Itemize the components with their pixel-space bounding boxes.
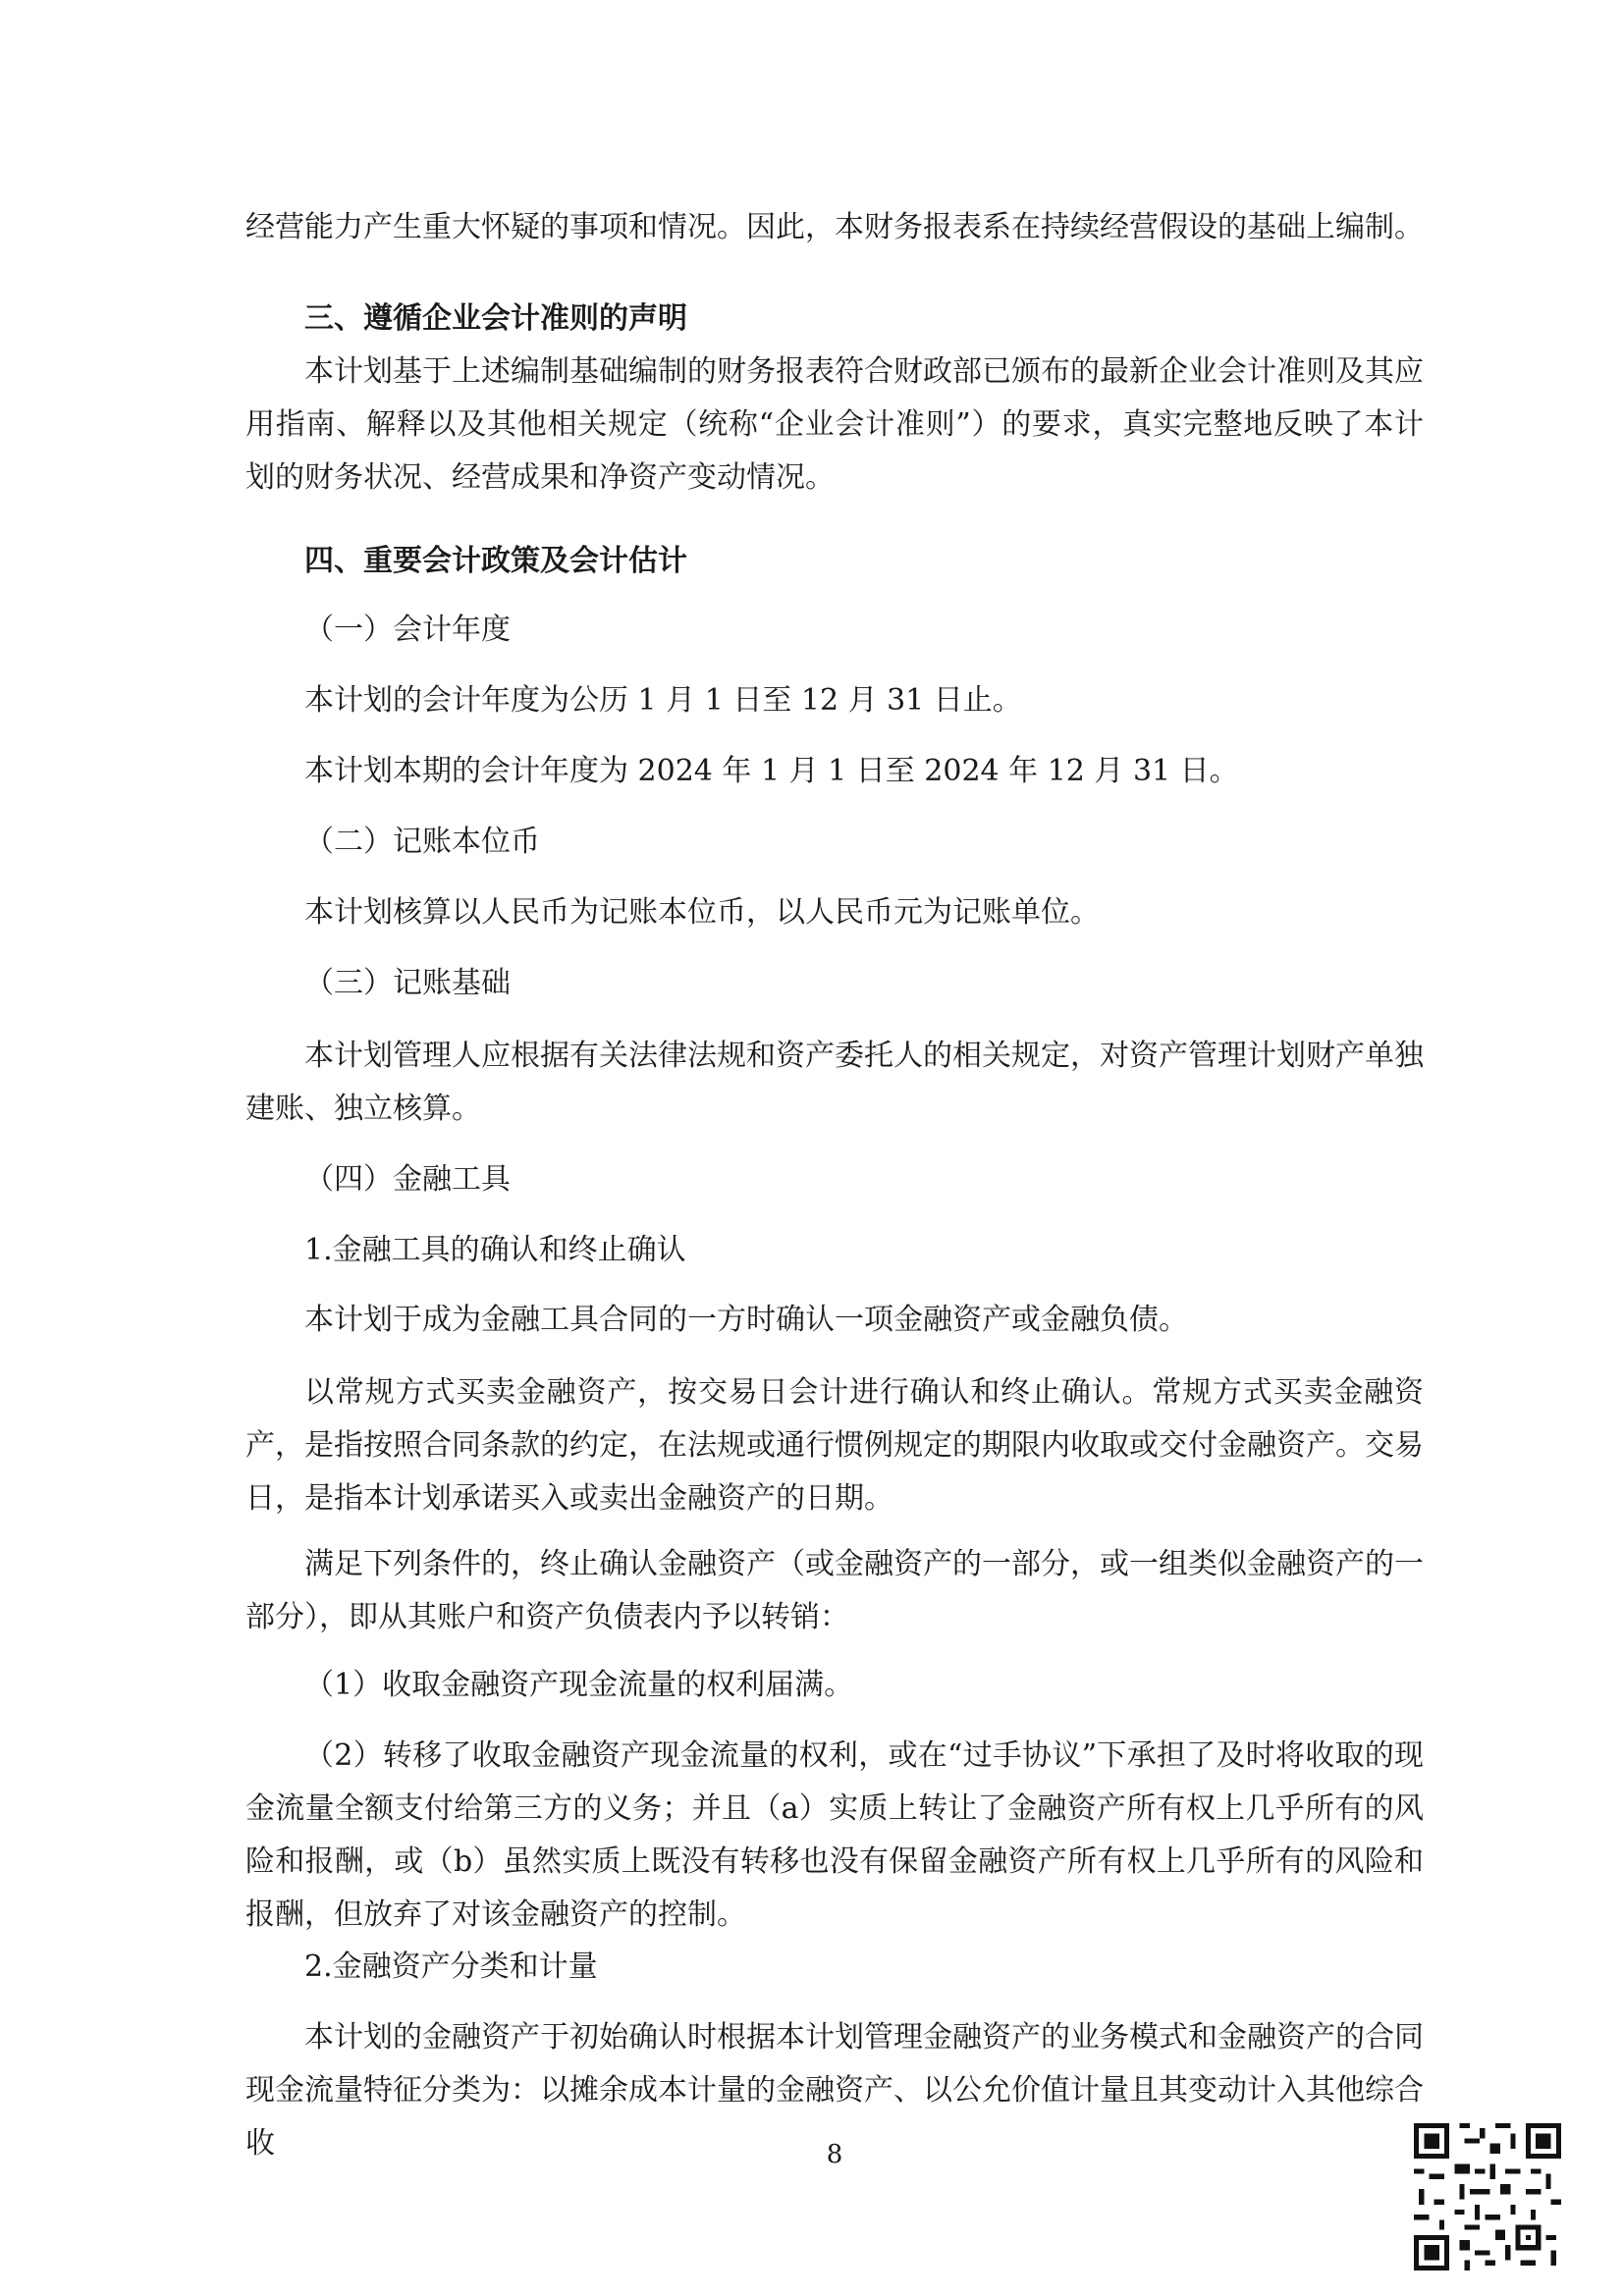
paragraph: 经营能力产生重大怀疑的事项和情况。因此，本财务报表系在持续经营假设的基础上编制。: [245, 210, 1424, 244]
list-item: （1）收取金融资产现金流量的权利届满。: [304, 1668, 854, 1702]
subsection-heading: （四）金融工具: [304, 1162, 511, 1197]
subsection-heading: （二）记账本位币: [304, 825, 540, 859]
paragraph: 以常规方式买卖金融资产，按交易日会计进行确认和终止确认。常规方式买卖金融资产，是指按照合同条款的约定，在法规或通行惯例规定的期限内收取或交付金融资产。交易日，是指本计划承诺买入或卖出金融资产的日期。: [245, 1375, 1424, 1516]
section-heading: 四、重要会计政策及会计估计: [304, 544, 687, 578]
list-item: （2）转移了收取金融资产现金流量的权利，或在“过手协议”下承担了及时将收取的现金流量全额支付给第三方的义务；并且（a）实质上转让了金融资产所有权上几乎所有的风险和报酬，或（b）虽然实质上既没有转移也没有保留金融资产所有权上几乎所有的风险和报酬，但放弃了对该金融资产的控制。: [245, 1738, 1424, 1932]
paragraph: 满足下列条件的，终止确认金融资产（或金融资产的一部分，或一组类似金融资产的一部分），即从其账户和资产负债表内予以转销：: [245, 1547, 1424, 1634]
section-heading: 三、遵循企业会计准则的声明: [304, 301, 687, 336]
qr-code-icon: [1414, 2123, 1561, 2270]
paragraph: 本计划的金融资产于初始确认时根据本计划管理金融资产的业务模式和金融资产的合同现金流量特征分类为：以摊余成本计量的金融资产、以公允价值计量且其变动计入其他综合收: [245, 2020, 1424, 2161]
paragraph: 本计划核算以人民币为记账本位币，以人民币元为记账单位。: [304, 895, 1100, 930]
subsection-heading: 1.金融工具的确认和终止确认: [304, 1233, 686, 1267]
subsection-heading: （三）记账基础: [304, 966, 511, 1000]
subsection-heading: 2.金融资产分类和计量: [304, 1949, 598, 1984]
paragraph: 本计划管理人应根据有关法律法规和资产委托人的相关规定，对资产管理计划财产单独建账、独立核算。: [245, 1039, 1424, 1126]
paragraph: 本计划本期的会计年度为 2024 年 1 月 1 日至 2024 年 12 月 31 日。: [304, 754, 1239, 788]
paragraph: 本计划的会计年度为公历 1 月 1 日至 12 月 31 日止。: [304, 683, 1022, 718]
page-number: 8: [826, 2140, 843, 2169]
paragraph: 本计划基于上述编制基础编制的财务报表符合财政部已颁布的最新企业会计准则及其应用指南、解释以及其他相关规定（统称“企业会计准则”）的要求，真实完整地反映了本计划的财务状况、经营成果和净资产变动情况。: [245, 354, 1424, 495]
subsection-heading: （一）会计年度: [304, 613, 511, 647]
paragraph: 本计划于成为金融工具合同的一方时确认一项金融资产或金融负债。: [304, 1303, 1188, 1337]
